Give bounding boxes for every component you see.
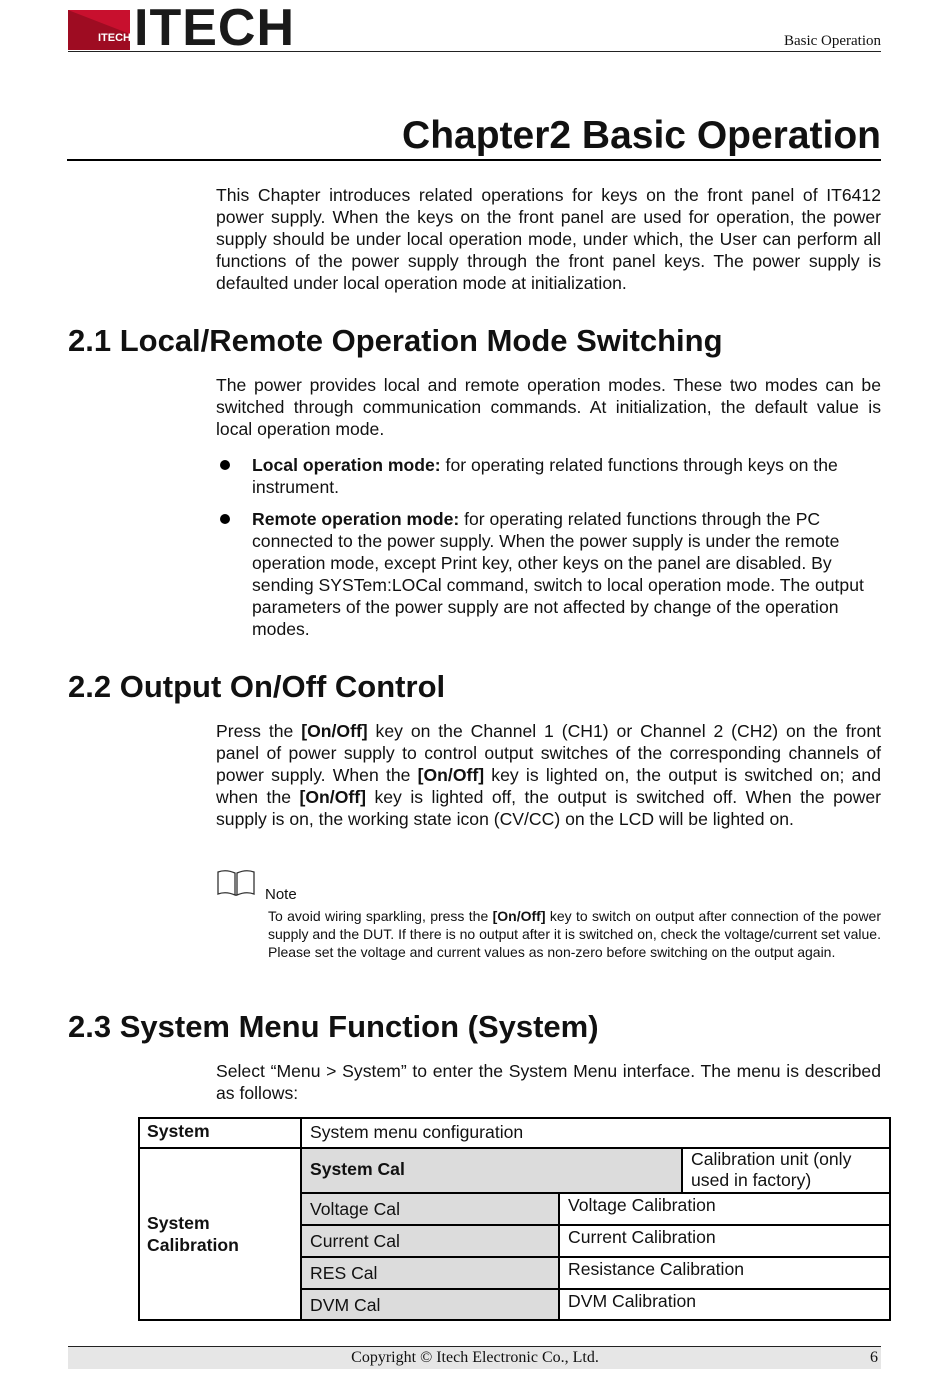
bullet-remote-label: Remote operation mode:	[252, 509, 460, 529]
cell-item: RES Cal	[310, 1263, 378, 1283]
text-run: key to switch on output after connection of the power supply and the DUT. If there is no output after it is switched on, check the voltage/current set value. Please set the voltage and current values as non-zero before switching on the output again.	[268, 908, 881, 961]
cell-item-desc: Resistance Calibration	[568, 1259, 745, 1279]
footer-copyright: Copyright © Itech Electronic Co., Ltd.	[351, 1349, 599, 1366]
section-2-1-paragraph: The power provides local and remote operation modes. These two modes can be switched through communication commands. At initialization, the default value is local operation mode.	[216, 375, 881, 439]
table-border	[889, 1117, 891, 1321]
bullet-icon	[220, 460, 230, 470]
bullet-remote-text: for operating related functions through the PC connected to the power supply. When the power supply is under the remote operation mode, except Print key, other keys on the panel are disabled. By sending SYSTem:LOCal command, switch to local operation mode. The output parameters of the power supply are not affected by change of the operation modes.	[252, 509, 864, 639]
text-run: key on the Channel 1 (CH1) or Channel 2 (CH2) on the front panel of power supply to control output switches of the corresponding channels of power supply. When the	[216, 721, 881, 785]
logo-mark-icon	[68, 10, 130, 50]
text-run: To avoid wiring sparkling, press the	[268, 908, 493, 924]
section-2-2-paragraph	[216, 720, 881, 830]
section-2-1-heading: 2.1 Local/Remote Operation Mode Switching	[68, 323, 723, 358]
header-divider	[68, 51, 881, 52]
key-on-off: [On/Off]	[417, 765, 485, 785]
itech-logo	[68, 0, 298, 57]
cell-system-calibration: System Calibration	[147, 1213, 239, 1255]
bullet-local-text: for operating related functions through keys on the instrument.	[252, 455, 838, 497]
bullet-local-mode	[252, 454, 882, 498]
key-on-off: [On/Off]	[299, 787, 366, 807]
section-2-2-heading: 2.2 Output On/Off Control	[68, 669, 446, 704]
text-run: Press the	[216, 721, 302, 741]
logo-text: ITECH	[134, 0, 295, 57]
cell-item-desc: Voltage Calibration	[568, 1195, 716, 1215]
system-menu-table	[138, 1117, 891, 1321]
table-border	[301, 1288, 891, 1290]
table-border	[138, 1319, 891, 1321]
table-border	[138, 1117, 891, 1119]
cell-item: Current Cal	[310, 1231, 400, 1251]
note-text	[268, 907, 881, 962]
cell-system-cal-desc: Calibration unit (only used in factory)	[691, 1149, 852, 1190]
cell-system-desc: System menu configuration	[310, 1122, 524, 1142]
page-number: 6	[870, 1349, 878, 1366]
section-2-3-paragraph: Select “Menu > System” to enter the System Menu interface. The menu is described as follows:	[216, 1061, 881, 1103]
cell-system: System	[147, 1121, 210, 1141]
text-run: key is lighted on, the output is switched on; and when the	[216, 765, 881, 807]
text-run: key is lighted off, the output is switched off. When the power supply is on, the working state icon (CV/CC) on the LCD will be lighted on.	[216, 787, 881, 829]
table-border	[301, 1224, 891, 1226]
cell-system-cal: System Cal	[310, 1159, 405, 1179]
chapter-rule	[67, 159, 881, 161]
table-border	[301, 1256, 891, 1258]
key-on-off: [On/Off]	[492, 908, 546, 924]
bullet-icon	[220, 514, 230, 524]
note-label: Note	[265, 886, 297, 903]
intro-paragraph: This Chapter introduces related operations for keys on the front panel of IT6412 power supply. When the keys on the front panel are used for operation, the power supply should be under local operation mode, under which, the User can perform all functions of the power supply through the front panel keys. The power supply is defaulted under local operation mode at initialization.	[216, 185, 881, 293]
cell-item: DVM Cal	[310, 1295, 381, 1315]
book-icon	[216, 869, 256, 899]
bullet-local-label: Local operation mode:	[252, 455, 441, 475]
cell-item: Voltage Cal	[310, 1199, 400, 1219]
key-on-off: [On/Off]	[301, 721, 368, 741]
logo-small-text: ITECH	[98, 32, 131, 44]
cell-item-desc: DVM Calibration	[568, 1291, 697, 1311]
header-section-title: Basic Operation	[783, 33, 881, 49]
cell-item-desc: Current Calibration	[568, 1227, 716, 1247]
chapter-title: Chapter2 Basic Operation	[402, 114, 881, 157]
table-border	[301, 1192, 891, 1194]
bullet-remote-mode	[252, 508, 882, 640]
section-2-3-heading: 2.3 System Menu Function (System)	[68, 1009, 599, 1044]
